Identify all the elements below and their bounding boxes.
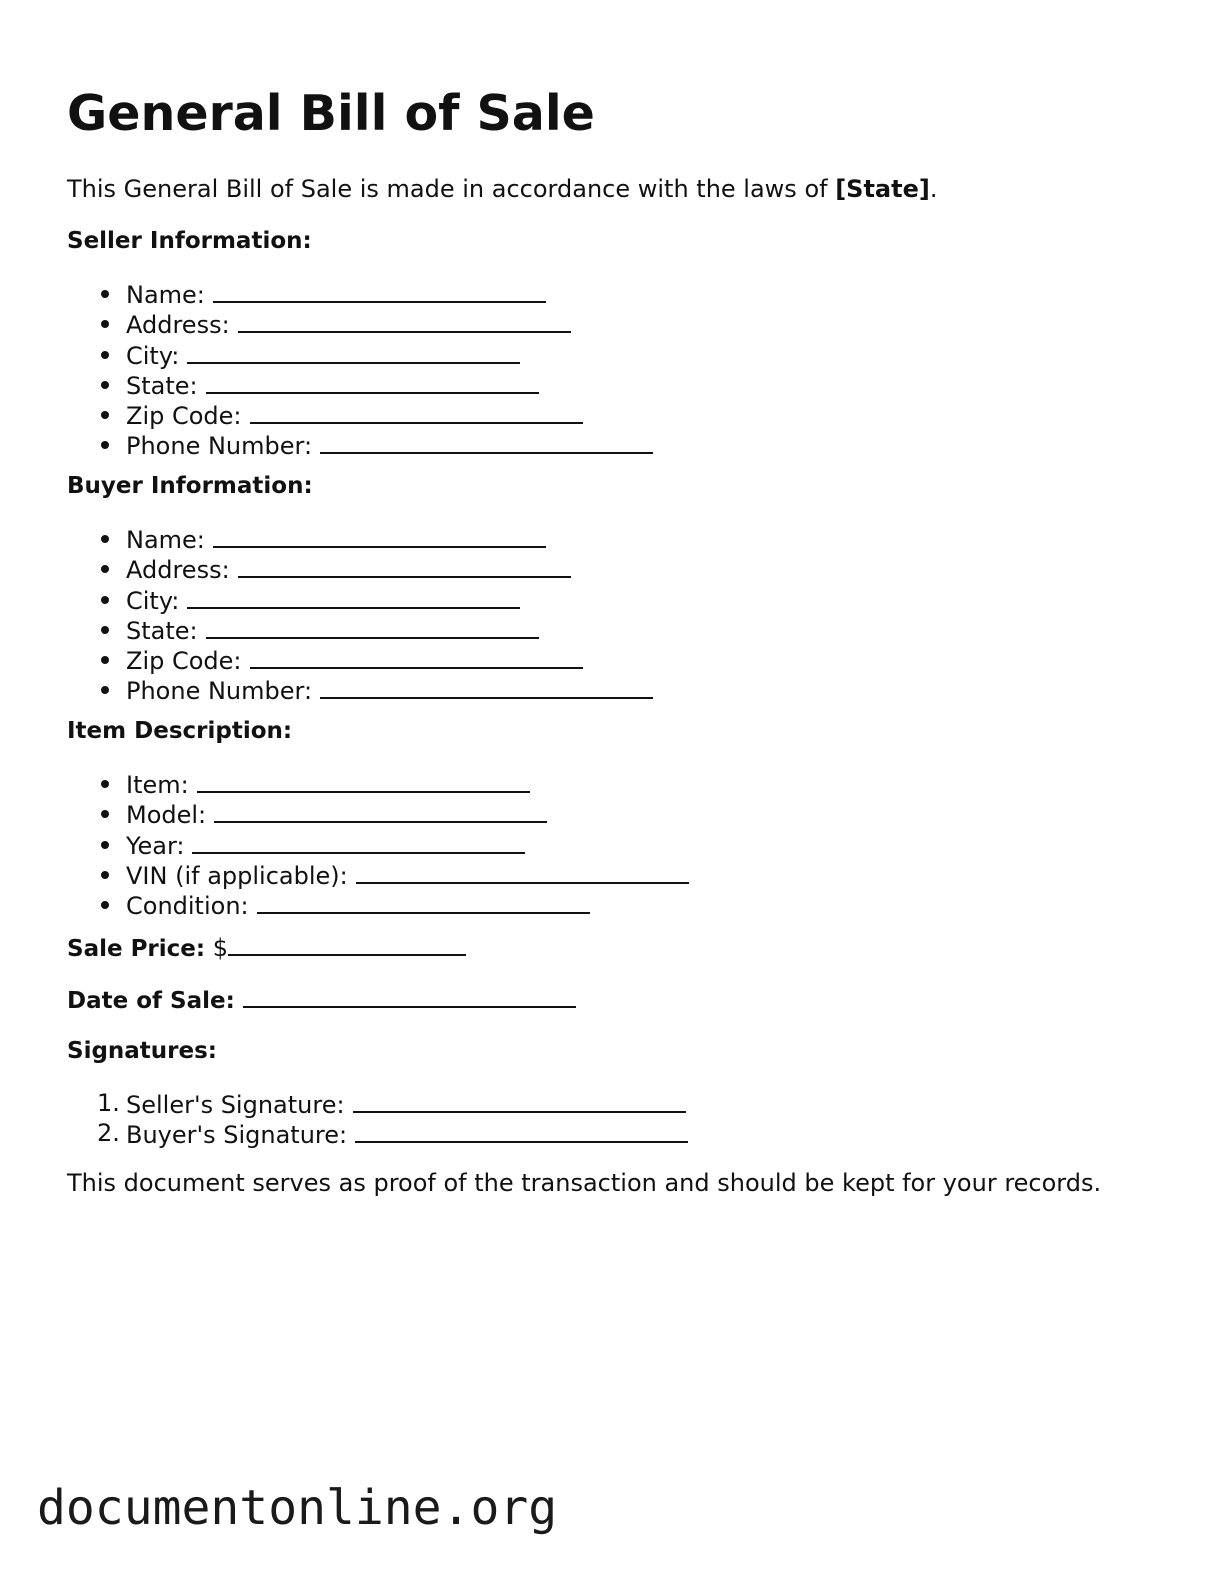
buyer-city-blank[interactable] (187, 585, 520, 609)
list-item (67, 615, 653, 645)
list-item (67, 769, 689, 799)
field-label: Model: (126, 801, 207, 830)
list-number: 1. (97, 1089, 120, 1117)
currency-symbol: $ (212, 934, 229, 962)
sale-price-label: Sale Price: (67, 936, 206, 962)
list-item (67, 585, 653, 615)
list-item (67, 1089, 688, 1119)
field-label: State: (126, 616, 198, 645)
date-of-sale-label: Date of Sale: (67, 988, 235, 1014)
list-item (67, 1119, 688, 1149)
field-label: City: (126, 586, 180, 615)
seller-zip-blank[interactable] (250, 400, 583, 424)
date-of-sale-line (67, 984, 576, 1016)
sale-price-blank[interactable] (228, 932, 466, 956)
field-label: Seller's Signature: (126, 1091, 345, 1119)
list-item (67, 400, 653, 430)
list-item (67, 279, 653, 309)
closing-note: This document serves as proof of the transaction and should be kept for your records. (67, 1169, 1102, 1197)
buyer-fields-list (67, 524, 653, 706)
intro-text: This General Bill of Sale is made in accordance with the laws of (67, 175, 836, 203)
list-item (67, 340, 653, 370)
buyer-phone-blank[interactable] (320, 675, 653, 699)
field-label: City: (126, 341, 180, 370)
seller-signature-blank[interactable] (353, 1089, 686, 1113)
field-label: Condition: (126, 892, 249, 921)
field-label: VIN (if applicable): (126, 861, 348, 890)
state-placeholder: [State] (835, 175, 930, 203)
signatures-list (67, 1089, 688, 1150)
intro-period: . (929, 175, 938, 203)
list-item (67, 830, 689, 860)
seller-state-blank[interactable] (206, 370, 539, 394)
buyer-heading: Buyer Information: (67, 473, 313, 499)
list-number: 2. (97, 1119, 120, 1148)
condition-blank[interactable] (257, 890, 590, 914)
field-label: Name: (126, 281, 205, 309)
field-label: Item: (126, 771, 189, 799)
field-label: Address: (126, 556, 230, 585)
buyer-address-blank[interactable] (238, 554, 571, 578)
model-blank[interactable] (214, 799, 547, 823)
field-label: Zip Code: (126, 402, 242, 431)
year-blank[interactable] (192, 830, 525, 854)
buyer-name-blank[interactable] (213, 524, 546, 548)
seller-address-blank[interactable] (238, 309, 571, 333)
item-fields-list (67, 769, 689, 920)
vin-blank[interactable] (356, 860, 689, 884)
buyer-signature-blank[interactable] (355, 1119, 688, 1143)
seller-heading: Seller Information: (67, 228, 312, 254)
field-label: Buyer's Signature: (126, 1121, 348, 1150)
intro-paragraph (67, 174, 937, 204)
signatures-heading: Signatures: (67, 1038, 218, 1064)
item-heading: Item Description: (67, 718, 293, 744)
field-label: Phone Number: (126, 677, 313, 706)
field-label: Zip Code: (126, 647, 242, 676)
watermark: documentonline.org (37, 1480, 558, 1536)
list-item (67, 370, 653, 400)
buyer-zip-blank[interactable] (250, 645, 583, 669)
field-label: Address: (126, 311, 230, 340)
list-item (67, 524, 653, 554)
seller-phone-blank[interactable] (320, 430, 653, 454)
field-label: Name: (126, 526, 205, 554)
seller-fields-list (67, 279, 653, 461)
list-item (67, 309, 653, 339)
list-item (67, 554, 653, 584)
item-blank[interactable] (197, 769, 530, 793)
list-item (67, 675, 653, 705)
list-item (67, 860, 689, 890)
field-label: Phone Number: (126, 432, 313, 461)
list-item (67, 799, 689, 829)
buyer-state-blank[interactable] (206, 615, 539, 639)
list-item (67, 430, 653, 460)
list-item (67, 890, 689, 920)
field-label: State: (126, 371, 198, 400)
sale-price-line (67, 932, 466, 964)
list-item (67, 645, 653, 675)
seller-name-blank[interactable] (213, 279, 546, 303)
date-of-sale-blank[interactable] (243, 984, 576, 1008)
field-label: Year: (126, 831, 185, 860)
seller-city-blank[interactable] (187, 340, 520, 364)
page-title: General Bill of Sale (67, 85, 595, 142)
